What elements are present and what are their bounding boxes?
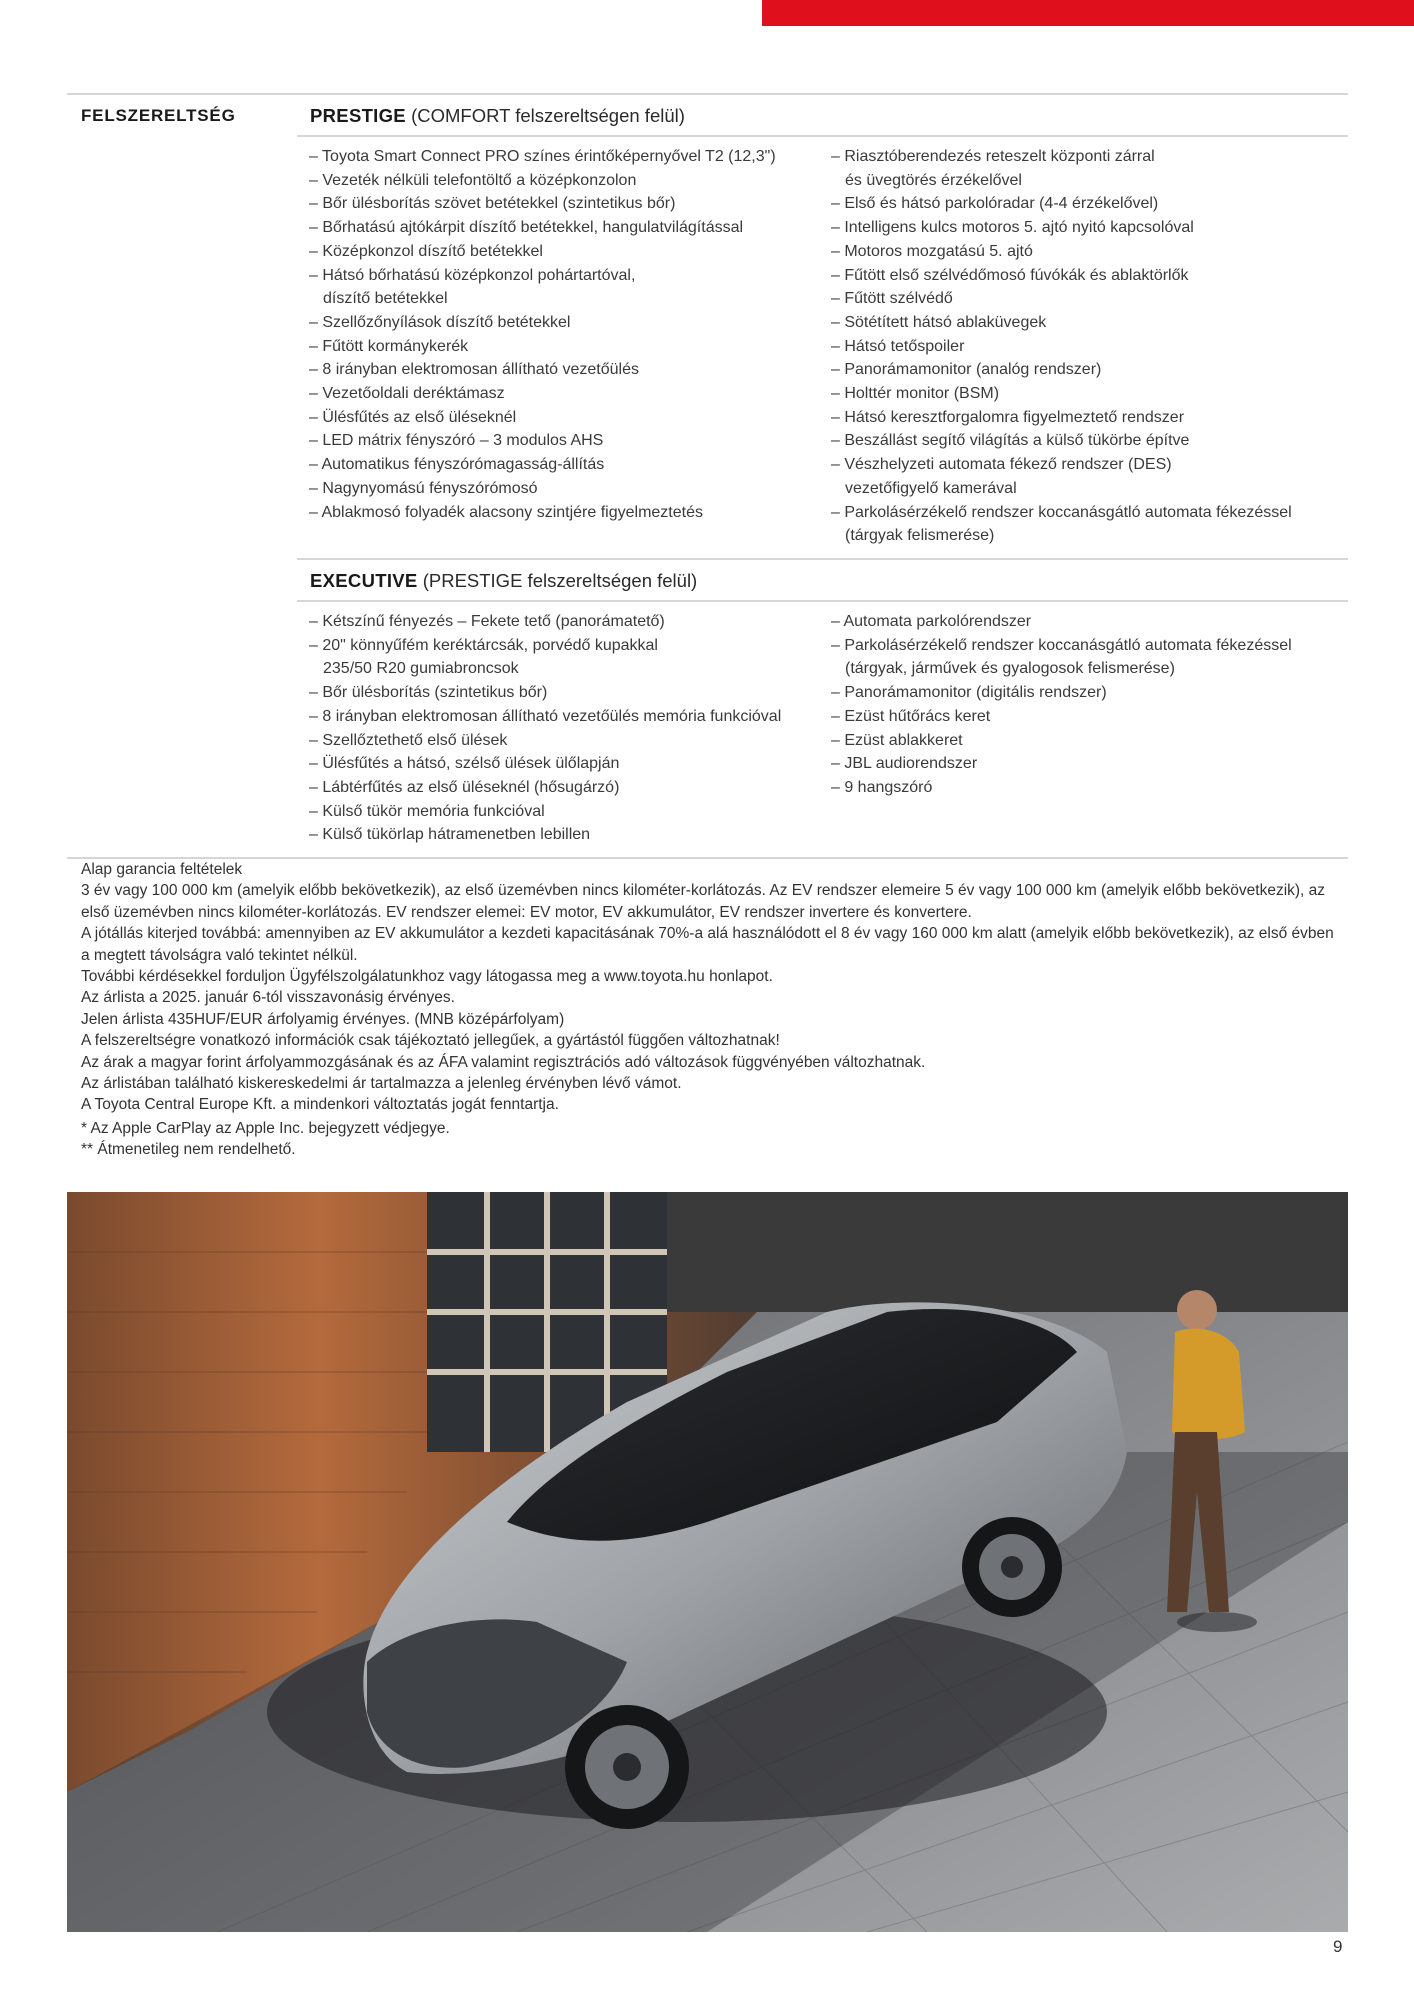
car-photo-illustration (67, 1192, 1348, 1932)
list-item: – Hátsó keresztforgalomra figyelmeztető rendszer (830, 408, 1185, 426)
prestige-header (67, 95, 1348, 135)
list-item: – Ezüst hűtőrács keret (830, 707, 991, 725)
warranty-notes (81, 859, 1341, 1161)
list-item: – Sötétített hátsó ablaküvegek (830, 313, 1047, 331)
list-item: – 8 irányban elektromosan állítható vezetőülés memória funkcióval (309, 707, 782, 725)
list-item: – Fűtött első szélvédőmosó fúvókák és ablaktörlők (830, 266, 1189, 284)
list-item: – Kétszínű fényezés – Fekete tető (panorámatető) (309, 613, 665, 630)
section-label: FELSZERELTSÉG (81, 106, 236, 125)
note-line: * Az Apple CarPlay az Apple Inc. bejegyzett védjegye. (81, 1119, 450, 1137)
note-line: A jótállás kiterjed továbbá: amennyiben az EV akkumulátor a kezdeti kapacitásának 70%-a alá használódott el 8 év vagy 160 000 km alatt (amelyik előbb bekövetkezik), az első évben a megtett távolságra való tekintet nélkül. (81, 925, 1334, 964)
list-item: – JBL audiorendszer (830, 755, 978, 773)
list-item: – Ezüst ablakkeret (830, 731, 963, 749)
prestige-title-bold: PRESTIGE (310, 105, 406, 126)
list-item: – Bőr ülésborítás (szintetikus bőr) (309, 684, 548, 702)
list-item: – Lábtérfűtés az első üléseknél (hősugárzó) (309, 778, 620, 796)
list-item: – Ülésfűtés az első üléseknél (309, 408, 517, 426)
note-line: Alap garancia feltételek (81, 861, 243, 878)
list-item: – 8 irányban elektromosan állítható vezetőülés (309, 361, 639, 379)
note-line: A felszereltségre vonatkozó információk csak tájékoztató jellegűek, a gyártástól függően változhatnak! (81, 1032, 780, 1050)
list-item: – Hátsó tetőspoiler (830, 337, 965, 355)
car-photo (67, 1192, 1348, 1932)
list-item: – Panorámamonitor (digitális rendszer) (830, 684, 1107, 702)
list-item: – Riasztóberendezés reteszelt központi zárral és üvegtörés érzékelővel (830, 148, 1155, 189)
list-item: – Bőr ülésborítás szövet betétekkel (szintetikus bőr) (309, 195, 676, 213)
list-item: – Parkolásérzékelő rendszer koccanásgátló automata fékezéssel (tárgyak felismerése) (830, 503, 1292, 545)
brand-accent-bar (762, 0, 1414, 26)
list-item: – Vészhelyzeti automata fékező rendszer (DES) vezetőfigyelő kamerával (830, 456, 1172, 497)
list-item: – Beszállást segítő világítás a külső tükörbe építve (830, 432, 1190, 450)
note-line: Az árlistában található kiskereskedelmi ár tartalmazza a jelenleg érvényben lévő vámot. (81, 1075, 682, 1093)
executive-header (67, 560, 1348, 600)
list-item: – 20" könnyűfém keréktárcsák, porvédő kupakkal 235/50 R20 gumiabroncsok (309, 636, 658, 678)
list-item: – Motoros mozgatású 5. ajtó (830, 242, 1033, 260)
list-item: – Külső tükör memória funkcióval (309, 802, 545, 820)
note-line: Az árak a magyar forint árfolyammozgásának és az ÁFA valamint regisztrációs adó változások függvényében változhatnak. (81, 1053, 926, 1071)
equipment-table (67, 93, 1348, 859)
prestige-title-rest: (COMFORT felszereltségen felül) (411, 105, 685, 126)
list-item: – Első és hátsó parkolóradar (4-4 érzékelővel) (830, 195, 1159, 213)
note-line: ** Átmenetileg nem rendelhető. (81, 1141, 296, 1159)
footnotes-list (81, 1118, 1341, 1161)
prestige-right-list (831, 145, 1348, 558)
list-item: – LED mátrix fényszóró – 3 modulos AHS (309, 432, 604, 450)
list-item: – Bőrhatású ajtókárpit díszítő betétekkel, hangulatvilágítással (309, 219, 744, 237)
list-item: – Intelligens kulcs motoros 5. ajtó nyitó kapcsolóval (830, 219, 1194, 237)
prestige-lists (309, 137, 1348, 558)
executive-right-list (831, 610, 1348, 857)
list-item: – Vezeték nélküli telefontöltő a középkonzolon (309, 171, 637, 189)
list-item: – Fűtött szélvédő (830, 290, 953, 308)
note-line: Jelen árlista 435HUF/EUR árfolyamig érvényes. (MNB középárfolyam) (81, 1010, 565, 1028)
executive-left-list (309, 610, 831, 857)
dark-facade (667, 1192, 1348, 1312)
executive-title (310, 570, 697, 592)
note-line: További kérdésekkel forduljon Ügyfélszolgálatunkhoz vagy látogassa meg a www.toyota.hu honlapot. (81, 968, 773, 986)
page-number: 9 (1333, 1937, 1343, 1956)
note-line: Az árlista a 2025. január 6-tól visszavonásig érvényes. (81, 989, 455, 1007)
list-item: – Parkolásérzékelő rendszer koccanásgátló automata fékezéssel (tárgyak, járművek és gyalogosok felismerése) (830, 636, 1292, 678)
list-item: – Szellőzőnyílások díszítő betétekkel (309, 313, 571, 331)
list-item: – Ablakmosó folyadék alacsony szintjére figyelmeztetés (309, 503, 703, 521)
executive-title-rest: (PRESTIGE felszereltségen felül) (422, 570, 698, 591)
list-item: – Középkonzol díszítő betétekkel (309, 242, 543, 260)
list-item: – Ülésfűtés a hátsó, szélső ülések ülőlapján (309, 755, 620, 773)
executive-title-bold: EXECUTIVE (310, 570, 418, 591)
list-item: – Automata parkolórendszer (830, 613, 1032, 630)
prestige-left-list (309, 145, 831, 558)
list-item: – Nagynyomású fényszórómosó (309, 479, 538, 497)
list-item: – Fűtött kormánykerék (309, 337, 469, 355)
list-item: – Hátsó bőrhatású középkonzol pohártartóval, díszítő betétekkel (309, 266, 636, 308)
notes-list (81, 859, 1341, 1116)
prestige-title (310, 105, 685, 127)
list-item: – Automatikus fényszórómagasság-állítás (309, 456, 605, 474)
list-item: – Szellőztethető első ülések (309, 731, 508, 749)
executive-lists (309, 602, 1348, 857)
note-line: A Toyota Central Europe Kft. a mindenkori változtatás jogát fenntartja. (81, 1096, 559, 1114)
note-line: 3 év vagy 100 000 km (amelyik előbb bekövetkezik), az első üzemévben nincs kilométer-korlátozás. Az EV rendszer elemeire 5 év vagy 100 000 km (amelyik előbb bekövetkezik), az első üzemévben nincs kilométer-korlátozás. EV rendszer elemei: EV motor, EV akkumulátor, EV rendszer invertere és konvertere. (81, 882, 1326, 921)
list-item: – Toyota Smart Connect PRO színes érintőképernyővel T2 (12,3") (309, 148, 776, 165)
list-item: – 9 hangszóró (830, 778, 933, 796)
list-item: – Panorámamonitor (analóg rendszer) (830, 361, 1102, 379)
list-item: – Holttér monitor (BSM) (830, 385, 1000, 403)
list-item: – Külső tükörlap hátramenetben lebillen (309, 826, 591, 844)
list-item: – Vezetőoldali deréktámasz (309, 385, 505, 403)
